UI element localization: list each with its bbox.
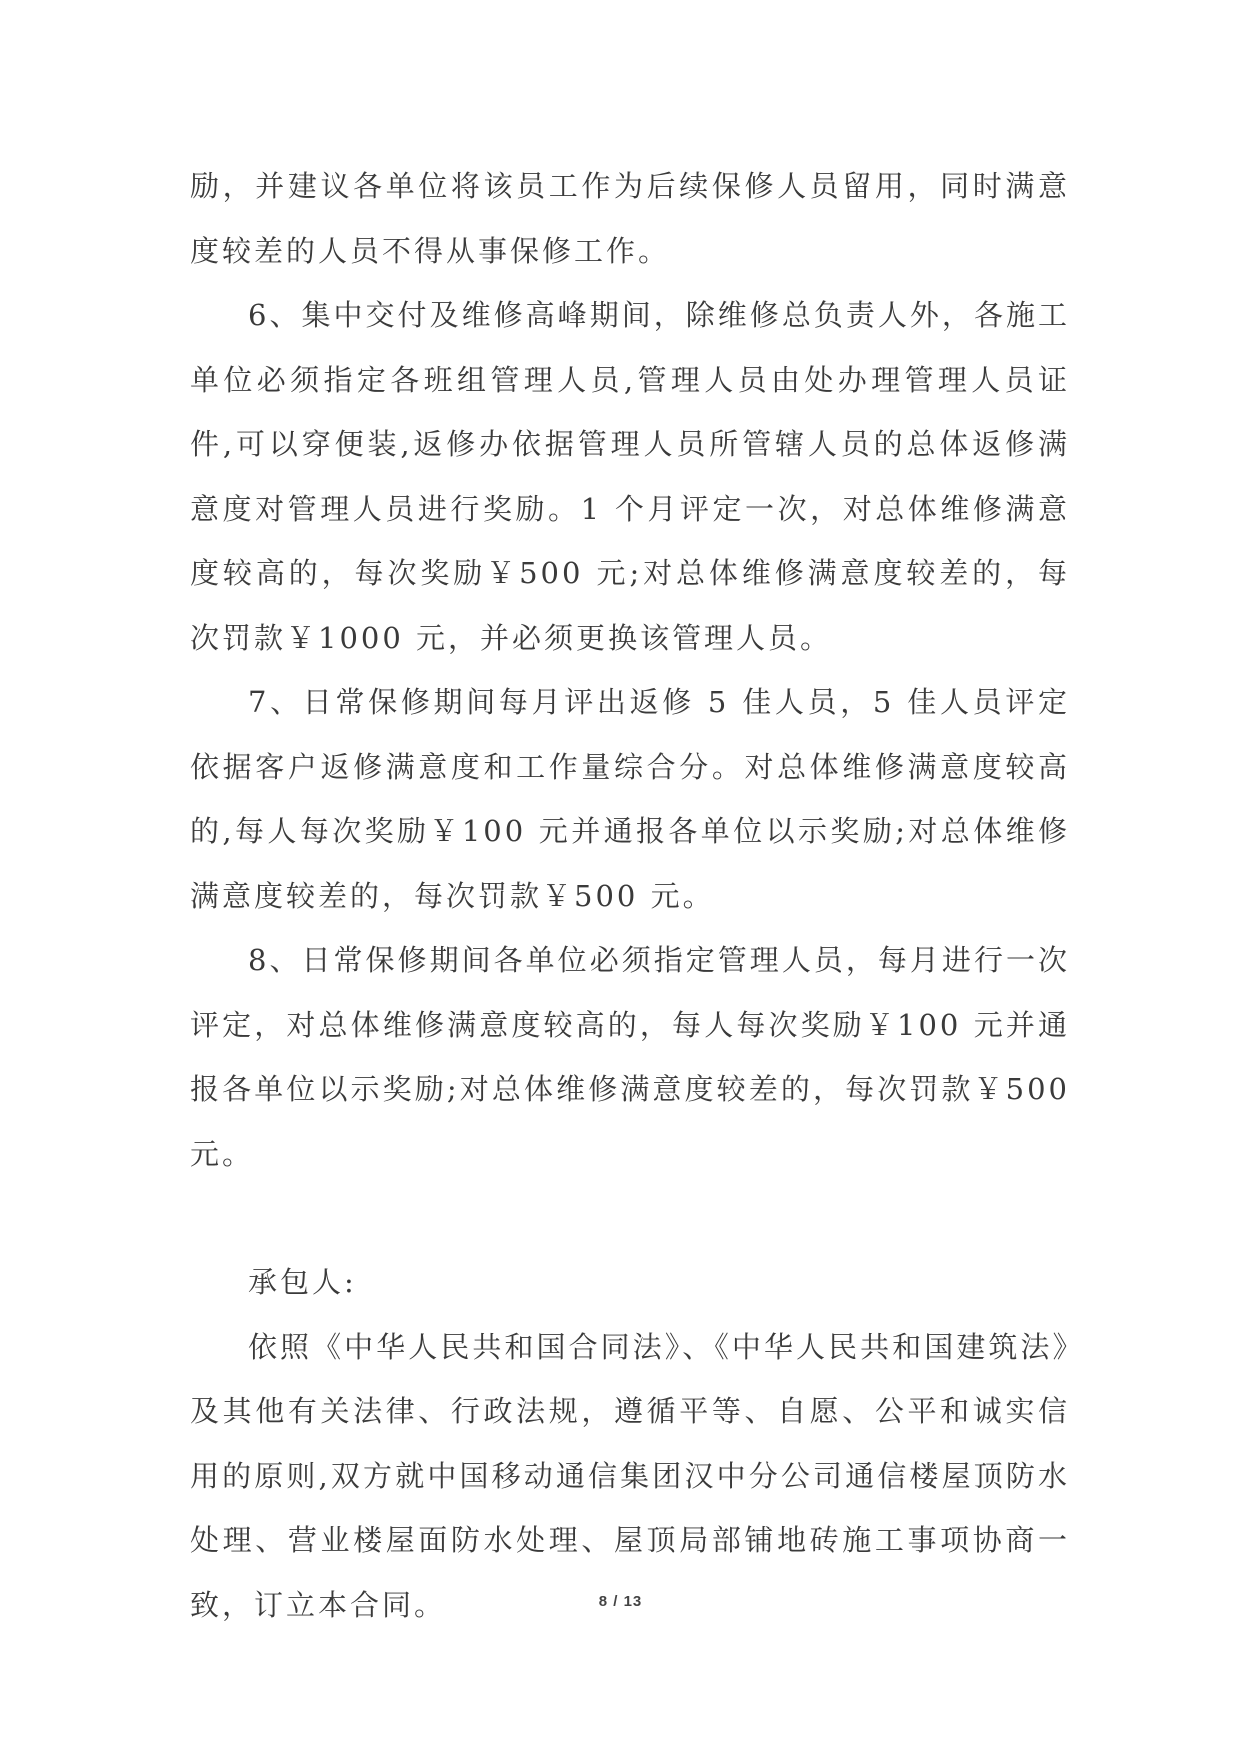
- contractor-label: 承包人:: [248, 1265, 357, 1299]
- paragraph-item-7: 7、日常保修期间每月评出返修 5 佳人员，5 佳人员评定依据客户返修满意度和工作量综合分。对总体维修满意度较高的,每人每次奖励￥100 元并通报各单位以示奖励;对总体维修满意度较差的，每次罚款￥500 元。: [190, 685, 1070, 913]
- paragraph-item-6: 6、集中交付及维修高峰期间，除维修总负责人外，各施工单位必须指定各班组管理人员,管理人员由处办理管理人员证件,可以穿便装,返修办依据管理人员所管辖人员的总体返修满意度对管理人员进行奖励。1 个月评定一次，对总体维修满意度较高的，每次奖励￥500 元;对总体维修满意度较差的，每次罚款￥1000 元，并必须更换该管理人员。: [190, 298, 1070, 655]
- paragraph-continuation: 励，并建议各单位将该员工作为后续保修人员留用，同时满意度较差的人员不得从事保修工作。: [190, 169, 1070, 268]
- blank-line: [190, 1186, 1070, 1250]
- paragraph-item-8: 8、日常保修期间各单位必须指定管理人员，每月进行一次评定，对总体维修满意度较高的，每人每次奖励￥100 元并通报各单位以示奖励;对总体维修满意度较差的，每次罚款￥500 元。: [190, 943, 1070, 1171]
- contract-preamble: 依照《中华人民共和国合同法》、《中华人民共和国建筑法》及其他有关法律、行政法规，遵循平等、自愿、公平和诚实信用的原则,双方就中国移动通信集团汉中分公司通信楼屋顶防水处理、营业楼屋面防水处理、屋顶局部铺地砖施工事项协商一致，订立本合同。: [190, 1329, 1070, 1622]
- page-number: 8 / 13: [598, 1593, 643, 1610]
- document-body: [190, 154, 1070, 1637]
